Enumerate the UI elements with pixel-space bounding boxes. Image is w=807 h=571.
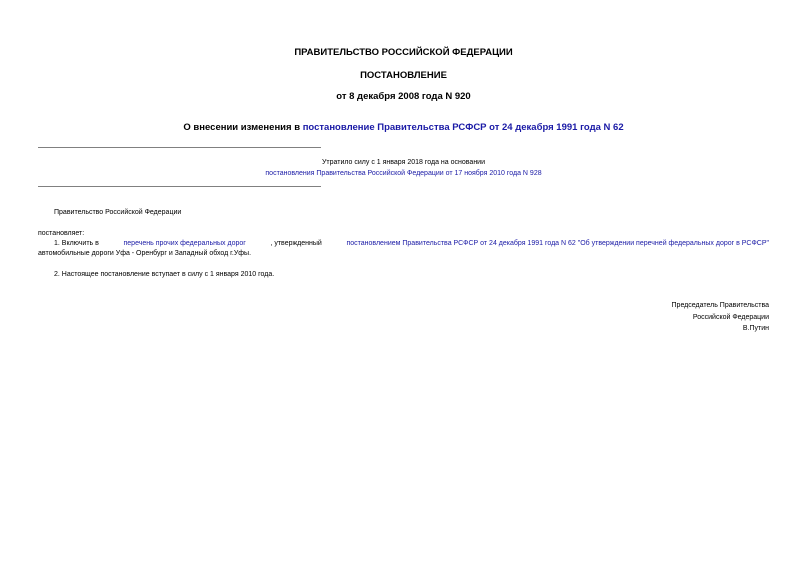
item-1-middle: , утвержденный <box>270 240 322 247</box>
government-heading: ПРАВИТЕЛЬСТВО РОССИЙСКОЙ ФЕДЕРАЦИИ <box>294 47 513 58</box>
signature-name: В.Путин <box>742 325 769 332</box>
status-note-line1: Утратило силу с 1 января 2018 года на основании <box>321 159 486 166</box>
top-divider <box>38 147 321 148</box>
item-1-first-line <box>54 239 769 249</box>
signature-block <box>672 300 769 335</box>
item-2: 2. Настоящее постановление вступает в силу с 1 января 2010 года. <box>54 271 275 278</box>
status-note-link[interactable]: постановления Правительства Российской Федерации от 17 ноября 2010 года N 928 <box>265 170 542 177</box>
document-date-number: от 8 декабря 2008 года N 920 <box>336 91 471 102</box>
item-1-link-resolution[interactable]: постановлением Правительства РСФСР от 24 декабря 1991 года N 62 "Об утверждении перечней федеральных дорог в РСФСР" <box>346 240 769 247</box>
item-1 <box>54 239 769 249</box>
resolves-text: постановляет: <box>38 230 85 237</box>
signature-organization: Российской Федерации <box>692 313 769 321</box>
item-1-link-list[interactable]: перечень прочих федеральных дорог <box>123 240 246 247</box>
signature-position: Председатель Правительства <box>671 302 769 309</box>
intro-text: Правительство Российской Федерации <box>54 209 182 216</box>
title-link[interactable]: постановление Правительства РСФСР от 24 декабря 1991 года N 62 <box>302 122 624 133</box>
document-type: ПОСТАНОВЛЕНИЕ <box>360 70 447 81</box>
item-1-continuation: автомобильные дороги Уфа - Оренбург и Западный обход г.Уфы. <box>38 250 252 257</box>
bottom-divider <box>38 186 321 187</box>
document-title <box>0 122 807 133</box>
item-1-prefix: 1. Включить в <box>54 240 99 247</box>
title-prefix: О внесении изменения в <box>183 122 303 133</box>
